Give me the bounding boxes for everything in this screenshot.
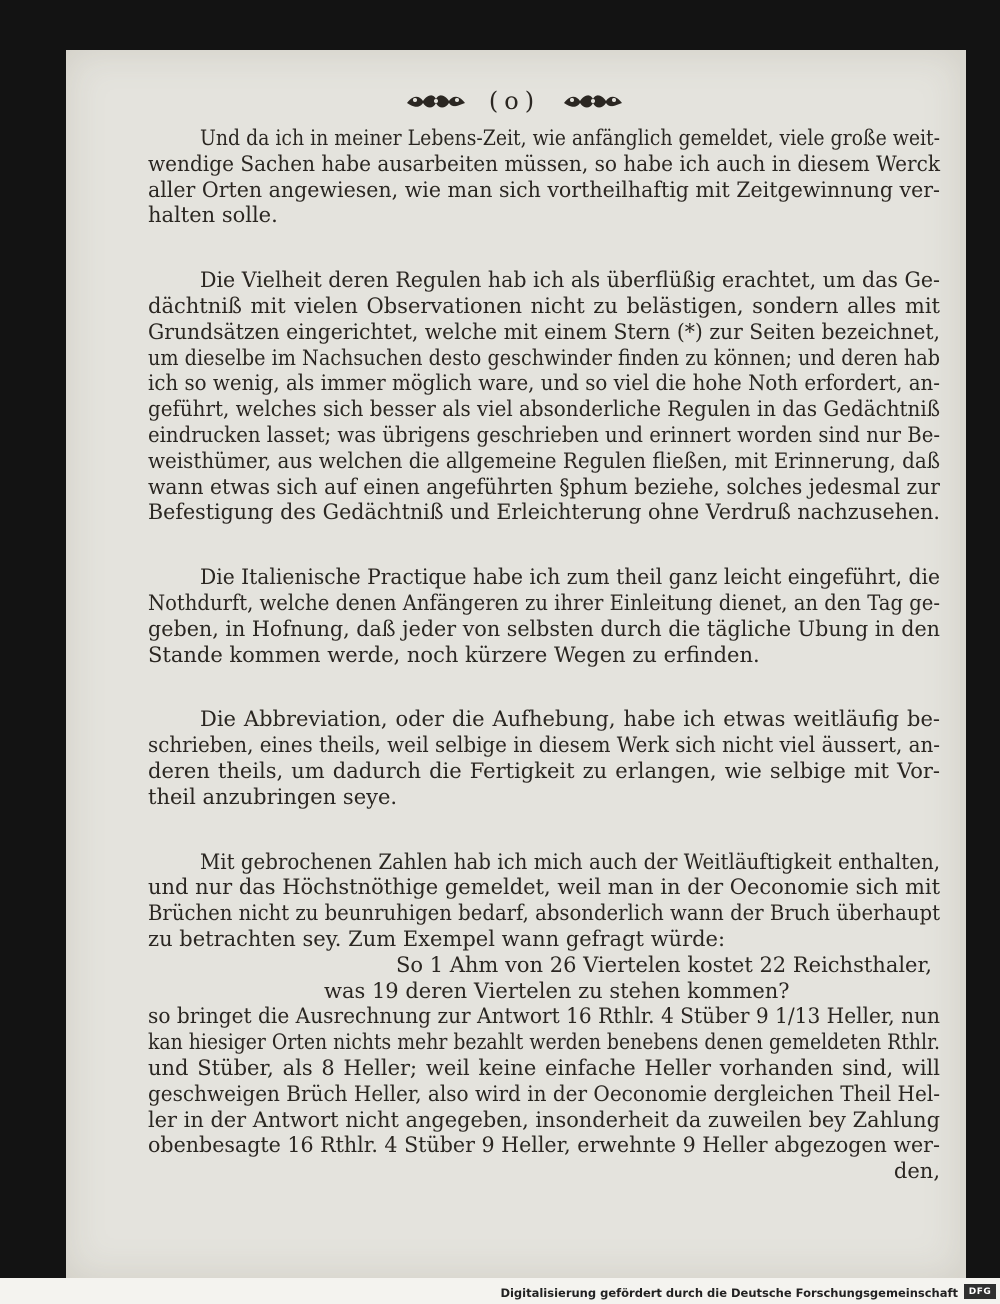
text-line: halten solle. [148, 203, 278, 228]
body-text [148, 126, 940, 1185]
paragraph-1 [148, 126, 940, 229]
funding-notice: Digitalisierung gefördert durch die Deutsche Forschungsgemeinschaft [500, 1286, 958, 1300]
text-line: dächtniß mit vielen Observationen nicht zu belästigen, sondern alles mit [148, 293, 940, 318]
text-line: um dieselbe im Nachsuchen desto geschwinder finden zu können; und deren hab [148, 345, 940, 370]
text-line: Stande kommen werde, noch kürzere Wegen zu erfinden. [148, 642, 760, 667]
example-line: So 1 Ahm von 26 Viertelen kostet 22 Reichsthaler, [396, 952, 932, 977]
text-line: geschweigen Brüch Heller, also wird in der Oeconomie dergleichen Theil Hel- [148, 1081, 940, 1106]
text-line: ich so wenig, als immer möglich ware, und so viel die hohe Noth erfordert, an- [148, 371, 940, 396]
floral-ornament-left-icon [405, 91, 467, 111]
page-edge [960, 50, 966, 1278]
paragraph-5 [148, 850, 940, 1185]
text-line: theil anzubringen seye. [148, 784, 398, 809]
text-line: wann etwas sich auf einen angeführten §phum beziehe, solches jedesmal zur [148, 474, 940, 499]
text-line: Die Italienische Practique habe ich zum theil ganz leicht eingeführt, die [200, 565, 940, 590]
text-line: weisthümer, aus welchen die allgemeine Regulen fließen, mit Erinnerung, daß [148, 448, 940, 473]
text-line: geben, in Hofnung, daß jeder von selbsten durch die tägliche Ubung in den [148, 616, 940, 641]
paragraph-3 [148, 565, 940, 668]
text-line: Brüchen nicht zu beunruhigen bedarf, absonderlich wann der Bruch überhaupt [148, 901, 940, 926]
text-line: Grundsätzen eingerichtet, welche mit einem Stern (*) zur Seiten bezeichnet, [148, 319, 940, 344]
text-line: Mit gebrochenen Zahlen hab ich mich auch der Weitläuftigkeit enthalten, [200, 849, 940, 874]
paragraph-2 [148, 268, 940, 526]
text-line: kan hiesiger Orten nichts mehr bezahlt werden benebens denen gemeldeten Rthlr. [148, 1030, 940, 1055]
text-line: aller Orten angewiesen, wie man sich vortheilhaftig mit Zeitgewinnung ver- [148, 177, 940, 202]
text-line: geführt, welches sich besser als viel absonderliche Regulen in das Gedächtniß [148, 397, 940, 422]
text-line: Befestigung des Gedächtniß und Erleichterung ohne Verdruß nachzusehen. [148, 500, 940, 525]
text-line: schrieben, eines theils, weil selbige in diesem Werk sich nicht viel äussert, an- [148, 733, 940, 758]
text-line: und Stüber, als 8 Heller; weil keine einfache Heller vorhanden sind, will [148, 1055, 940, 1080]
floral-ornament-right-icon [562, 91, 624, 111]
text-line: wendige Sachen habe ausarbeiten müssen, so habe ich auch in diesem Werck [148, 151, 940, 176]
text-line: eindrucken lasset; was übrigens geschrieben und erinnert worden sind nur Be- [148, 422, 940, 447]
page-number: (o) [488, 87, 541, 115]
text-line: Die Abbreviation, oder die Aufhebung, habe ich etwas weitläufig be- [200, 707, 940, 732]
text-line: zu betrachten sey. Zum Exempel wann gefragt würde: [148, 926, 726, 951]
dfg-logo-icon: DFG [964, 1284, 996, 1299]
text-line: und nur das Höchstnöthige gemeldet, weil man in der Oeconomie sich mit [148, 875, 940, 900]
text-line: obenbesagte 16 Rthlr. 4 Stüber 9 Heller, erwehnte 9 Heller abgezogen wer- [148, 1133, 940, 1158]
text-line: Und da ich in meiner Lebens-Zeit, wie anfänglich gemeldet, viele große weit- [200, 126, 940, 150]
text-line: ler in der Antwort nicht angegeben, insonderheit da zuweilen bey Zahlung [148, 1107, 940, 1132]
text-line: Nothdurft, welche denen Anfängeren zu ihrer Einleitung dienet, an den Tag ge- [148, 590, 940, 615]
text-line: deren theils, um dadurch die Fertigkeit zu erlangen, wie selbige mit Vor- [148, 758, 940, 783]
catchword: den, [893, 1159, 940, 1184]
text-line: so bringet die Ausrechnung zur Antwort 16 Rthlr. 4 Stüber 9 1/13 Heller, nun [148, 1004, 940, 1029]
paragraph-4 [148, 707, 940, 810]
example-line: was 19 deren Viertelen zu stehen kommen? [324, 978, 790, 1003]
text-line: Die Vielheit deren Regulen hab ich als überflüßig erachtet, um das Ge- [200, 268, 940, 293]
page-header [66, 84, 963, 118]
